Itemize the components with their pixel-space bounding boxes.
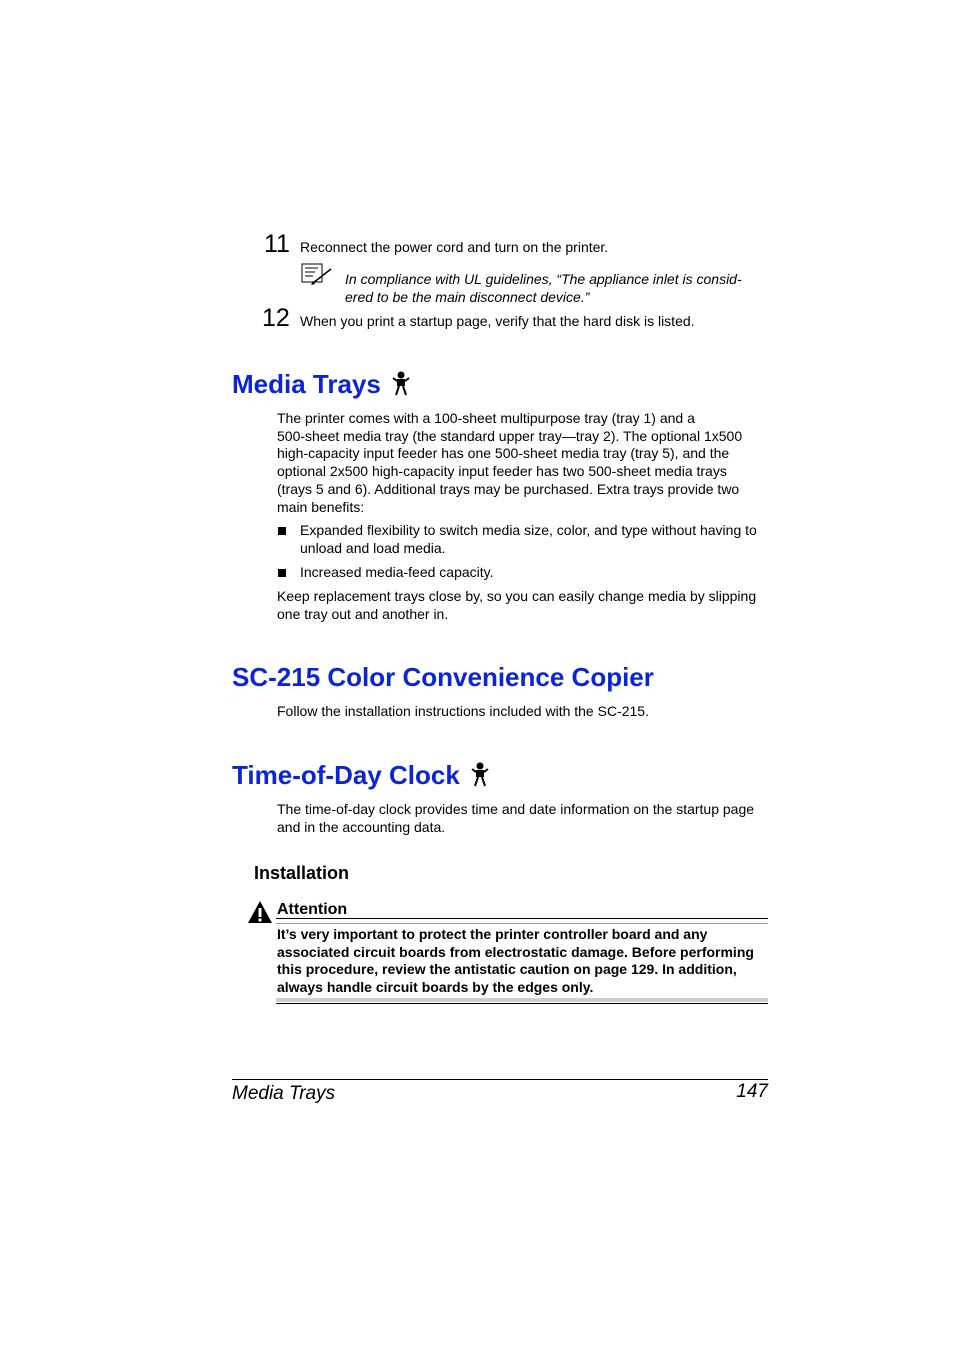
warning-triangle-icon — [247, 900, 273, 929]
attention-top-rule — [276, 918, 768, 919]
technician-icon — [391, 370, 411, 402]
section-heading-media-trays — [232, 369, 411, 402]
attention-bottom-rule — [276, 1003, 768, 1004]
media-trays-paragraph — [277, 410, 769, 516]
page-number: 147 — [736, 1081, 768, 1102]
attention-bottom-band — [276, 998, 768, 1002]
attention-title: Attention — [277, 901, 348, 918]
attention-line: associated circuit boards from electrostatic damage. Before performing — [277, 943, 754, 960]
note-pencil-icon — [301, 263, 333, 292]
installation-heading: Installation — [254, 863, 350, 883]
paragraph-line: The time-of-day clock provides time and date information on the startup page — [277, 801, 755, 817]
paragraph-line: high-capacity input feeder has one 500-sheet media tray (tray 5), and the — [277, 445, 730, 462]
list-item-line: Expanded flexibility to switch media size, color, and type without having to — [300, 522, 757, 538]
heading-text: Time-of-Day Clock — [232, 760, 460, 790]
step-text: When you print a startup page, verify that the hard disk is listed. — [300, 313, 695, 329]
attention-top-rule-shadow — [276, 923, 768, 924]
technician-icon — [470, 761, 490, 793]
paragraph-line: The printer comes with a 100-sheet multipurpose tray (tray 1) and a — [277, 410, 695, 426]
section-heading-copier: SC-215 Color Convenience Copier — [232, 662, 654, 692]
attention-line: always handle circuit boards by the edges only. — [277, 979, 594, 996]
bullet-marker — [278, 569, 286, 577]
step-number: 12 — [262, 304, 290, 332]
paragraph-line: and in the accounting data. — [277, 818, 446, 835]
section-heading-clock — [232, 760, 490, 793]
heading-text: Media Trays — [232, 369, 381, 399]
copier-paragraph: Follow the installation instructions included with the SC-215. — [277, 703, 649, 719]
list-item-line: Increased media-feed capacity. — [300, 564, 494, 580]
list-item — [300, 564, 770, 582]
footer-section-title: Media Trays — [232, 1083, 336, 1104]
bullet-marker — [278, 527, 286, 535]
paragraph-line: (trays 5 and 6). Additional trays may be purchased. Extra trays provide two — [277, 480, 740, 497]
attention-line: It’s very important to protect the printer controller board and any — [277, 926, 708, 942]
step-text: Reconnect the power cord and turn on the printer. — [300, 239, 609, 255]
paragraph-line: optional 2x500 high-capacity input feeder has two 500-sheet media trays — [277, 463, 727, 480]
attention-text — [277, 926, 769, 997]
note-line: ered to be the main disconnect device.” — [345, 289, 590, 305]
footer-rule — [232, 1079, 768, 1080]
paragraph-line: Keep replacement trays close by, so you can easily change media by slipping — [277, 588, 757, 604]
step-number: 11 — [264, 230, 290, 258]
clock-paragraph — [277, 801, 769, 836]
media-trays-closing — [277, 588, 769, 623]
paragraph-line: one tray out and another in. — [277, 605, 449, 622]
paragraph-line: 500-sheet media tray (the standard upper tray—tray 2). The optional 1x500 — [277, 427, 743, 444]
list-item — [300, 522, 770, 557]
note-text — [345, 270, 765, 306]
paragraph-line: main benefits: — [277, 498, 365, 515]
list-item-line: unload and load media. — [300, 539, 446, 556]
note-line: In compliance with UL guidelines, “The appliance inlet is consid- — [345, 271, 742, 287]
attention-line: this procedure, review the antistatic caution on page 129. In addition, — [277, 961, 737, 978]
